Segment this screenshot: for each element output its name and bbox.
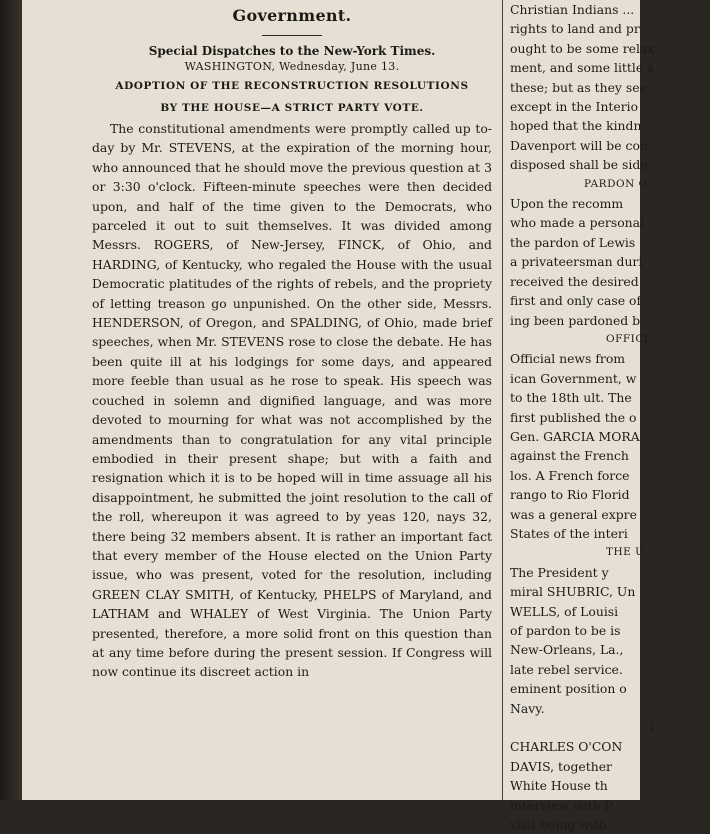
right-text-line: eminent position o [510,681,627,697]
right-text-line: ing been pardoned b [510,312,641,328]
the-heading: THE U [606,546,645,559]
right-text-line: to the 18th ult. The [510,390,632,406]
right-text-line: received the desired [510,273,639,289]
right-text-line: the pardon of Lewis [510,234,636,250]
right-text-line: ican Government, w [510,370,637,386]
right-text-line: Christian Indians ... [510,2,635,17]
office-heading: OFFICI [606,332,649,345]
right-text-line: ought to be some relax [510,40,655,56]
right-text-line: CHARLES O'CON [510,739,623,755]
right-text-line: visit being with [510,817,607,833]
right-text-line: against the French [510,448,629,464]
right-text-line: States of the interi [510,525,628,541]
right-text-line: who made a personal [510,215,644,231]
article-body: The constitutional amendments were promptly called up to-day by Mr. STEVENS, at the expiration of the morning hour, who announced that he should move the previous question at 3 or 3:30 o'clock. Fifteen-minute speeches were then decided upon, and half of the time given to the Democrats, who parceled it out to suit themselves. It was divided among Messrs. ROGERS, of New-Jersey, FINCK, of Ohio, and HARDING, of Kentucky, who regaled the House with the usual Democratic platitudes of the rights of rebels, and the propriety of letting treason go unpunished. On the other side, Messrs. HENDERSON, of Oregon, and SPALDING, of Ohio, made brief speeches, when Mr. STEVENS rose to close the debate. He has been quite ill at his lodgings for some days, and appeared more feeble than usual as he rose to speak. His speech was couched in solemn and dignified language, and was more devoted to mourning for what was not accomplished by the amendments than to congratulation for any vital principle embodied in their present shape; but with a faith and resignation which it is to be hoped will in time assuage all his disappointment, he submitted the joint resolution to the call of the roll, whereupon it was agreed to by yeas 120, nays 32, there being 32 members absent. It is rather an important fact that every member of the House elected on the Union Party issue, who was present, voted for the resolution, including GREEN CLAY SMITH, of Kentucky, PHELPS of Maryland, and LATHAM and WHALEY of West Virginia. The Union Party presented, therefore, a more solid front on this question than at any time before during the present session. If Congress will now continue its discreet action in [92,121,492,680]
right-text-line: a privateersman duri [510,254,643,270]
right-text-line: late rebel service. [510,661,623,677]
right-text-line: Davenport will be con [510,137,648,153]
section-title: Government. [232,6,352,25]
right-intro-lines [510,0,710,175]
right-text-line: rights to land and pr [510,21,640,37]
right-text-line: interview with P [510,797,613,813]
j-heading: J [650,721,655,734]
right-text-line: Upon the recomm [510,196,624,212]
dateline: WASHINGTON, Wednesday, June 13. [184,60,400,73]
right-text-line: except in the Interio [510,99,639,115]
right-column [510,0,710,833]
right-text-line: hoped that the kindn [510,118,642,134]
right-text-line: WELLS, of Louisi [510,603,619,619]
left-column [92,0,492,800]
pardon-heading: PARDON O [584,177,648,190]
the-lines [510,563,710,718]
right-text-line: los. A French force [510,467,630,483]
title-rule [262,35,322,36]
column-rule [502,0,503,800]
right-text-line: Gen. GARCIA MORA [510,428,640,444]
headline-line-2: BY THE HOUSE—A STRICT PARTY VOTE. [160,102,424,114]
right-text-line: DAVIS, together [510,758,612,774]
right-text-line: miral SHUBRIC, Un [510,584,636,600]
right-text-line: of pardon to be is [510,623,621,638]
pardon-lines [510,194,710,330]
headline-line-1: ADOPTION OF THE RECONSTRUCTION RESOLUTIONS [115,80,469,92]
j-lines [510,737,710,834]
right-text-line: rango to Rio Florid [510,487,630,503]
binding-spine [0,0,22,800]
right-text-line: was a general expre [510,506,637,522]
right-text-line: The President y [510,564,609,580]
newspaper-page [22,0,655,833]
right-text-line: Navy. [510,700,545,716]
office-lines [510,349,710,543]
dispatch-title: Special Dispatches to the New-York Times. [148,44,436,58]
right-text-line: disposed shall be side [510,157,648,173]
right-text-line: Official news from [510,351,626,367]
right-text-line: ment, and some little s [510,60,654,76]
right-text-line: first published the o [510,409,637,425]
right-text-line: White House th [510,778,608,794]
right-text-line: New-Orleans, La., [510,642,624,658]
right-text-line: first and only case of [510,293,642,309]
right-text-line: these; but as they see [510,79,647,95]
